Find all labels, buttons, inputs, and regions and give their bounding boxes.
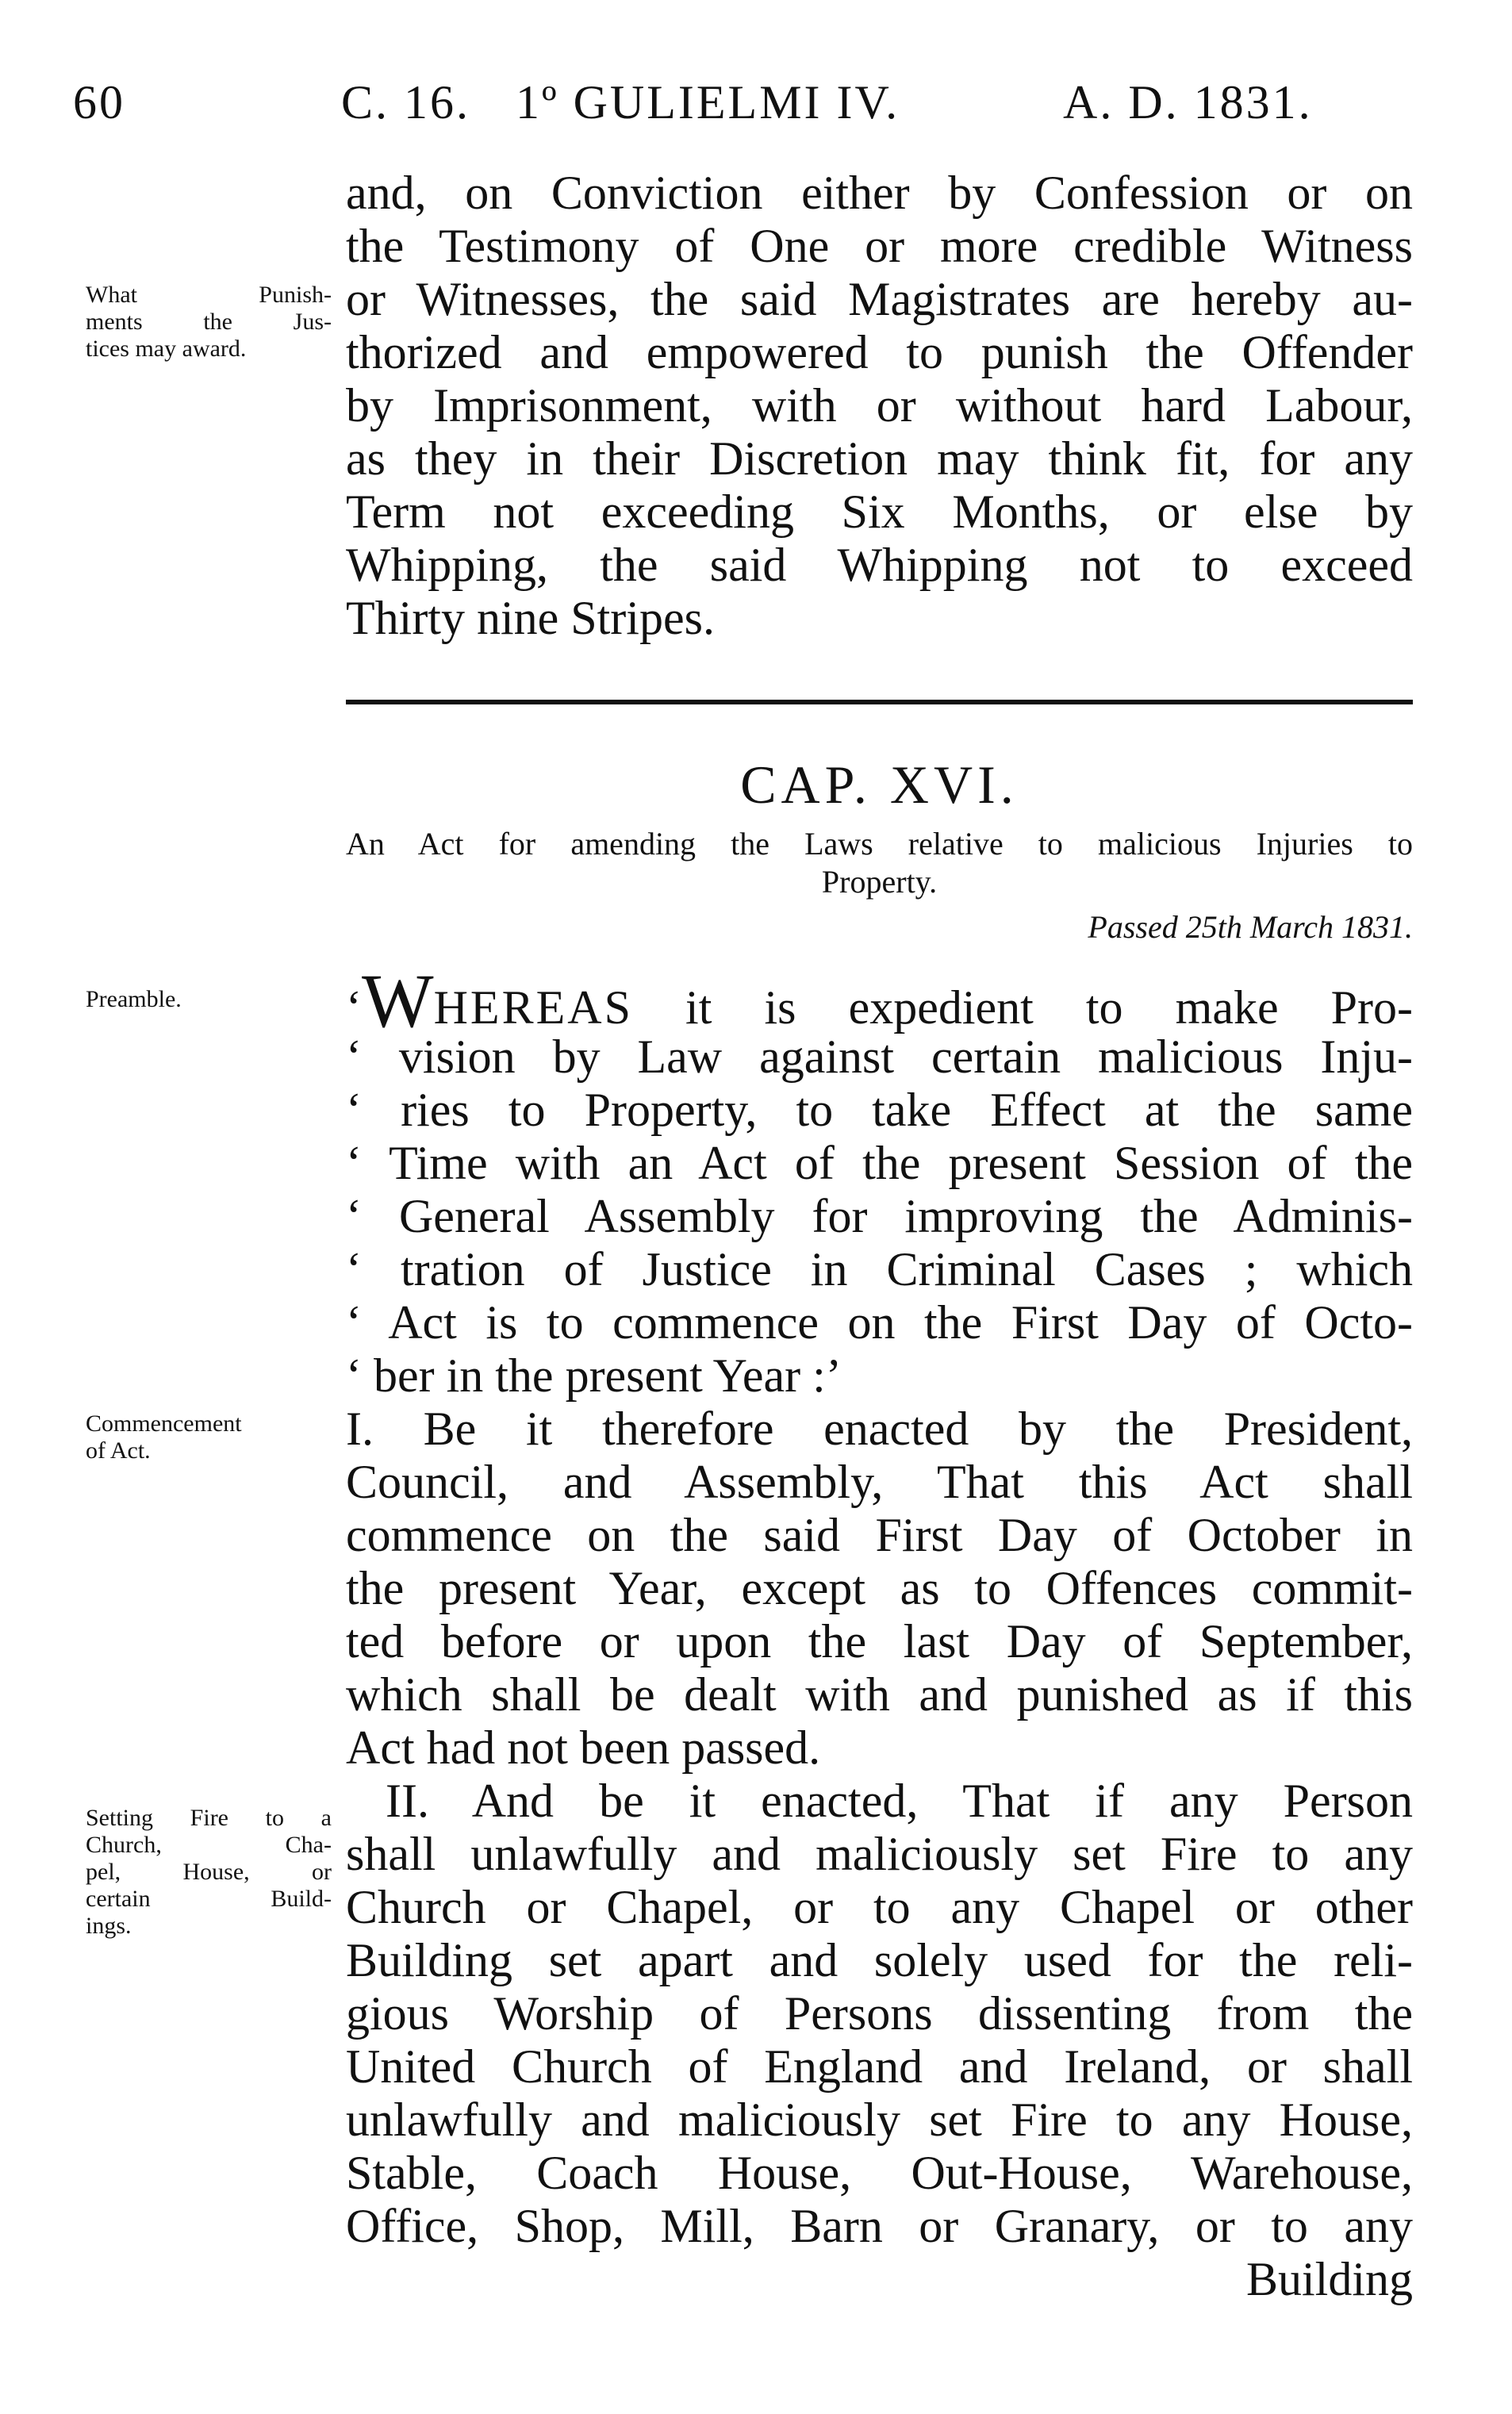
margin-note-line: ments the Jus-	[86, 309, 332, 335]
act-title-line: Property.	[821, 864, 938, 900]
text-line: ‘ General Assembly for improving the Adminis-	[346, 1190, 1413, 1242]
text-line: ted before or upon the last Day of September,	[346, 1615, 1413, 1668]
text-line: ‘ ber in the present Year :’	[346, 1349, 842, 1402]
text-line: II. And be it enacted, That if any Person	[386, 1775, 1413, 1827]
margin-note-commencement	[86, 1410, 332, 1464]
catchword: Building	[1245, 2253, 1413, 2305]
passed-date: Passed 25th March 1831.	[1088, 909, 1413, 945]
text-line: gious Worship of Persons dissenting from the	[346, 1987, 1413, 2040]
calendar-year: A. D. 1831.	[1063, 76, 1313, 129]
text-line: unlawfully and maliciously set Fire to any House,	[346, 2094, 1413, 2146]
text-line: ‘ vision by Law against certain malicious Inju-	[346, 1030, 1413, 1083]
chapter-reference: C. 16.	[341, 76, 471, 129]
text-line: Whipping, the said Whipping not to exceed	[346, 539, 1413, 591]
text-line: or Witnesses, the said Magistrates are hereby au-	[346, 273, 1413, 325]
text-line: ‘ tration of Justice in Criminal Cases ; which	[346, 1243, 1413, 1295]
margin-note-line: Church, Cha-	[86, 1832, 332, 1858]
text-line: I. Be it therefore enacted by the President,	[346, 1403, 1413, 1455]
act-title	[346, 825, 1413, 901]
text-line: and, on Conviction either by Confession or on	[346, 167, 1413, 219]
text-line: ‘ ries to Property, to take Effect at the same	[346, 1084, 1413, 1136]
margin-note-setting-fire	[86, 1805, 332, 1940]
text-line: Office, Shop, Mill, Barn or Granary, or to any	[346, 2200, 1413, 2252]
margin-note-line: ings.	[86, 1913, 132, 1939]
margin-note-line: of Act.	[86, 1437, 151, 1464]
text-line: commence on the said First Day of October in	[346, 1509, 1413, 1561]
text-line: Church or Chapel, or to any Chapel or other	[346, 1881, 1413, 1933]
text-line: which shall be dealt with and punished as if this	[346, 1668, 1413, 1721]
opening-quote: ‘	[346, 981, 362, 1034]
margin-note-line: What Punish-	[86, 282, 332, 308]
text-line: Stable, Coach House, Out-House, Warehouse,	[346, 2147, 1413, 2199]
running-head	[0, 75, 1512, 139]
text-line: ‘ Act is to commence on the First Day of Octo-	[346, 1296, 1413, 1349]
page-number: 60	[73, 76, 125, 129]
act-title-line: An Act for amending the Laws relative to malicious Injuries to	[346, 826, 1413, 862]
section-1-paragraph	[346, 1403, 1413, 1775]
whereas-word: HEREAS	[433, 981, 633, 1034]
margin-note-line: Preamble.	[86, 986, 182, 1012]
text-line: Act had not been passed.	[346, 1721, 821, 1774]
text-line: Building set apart and solely used for the reli-	[346, 1934, 1413, 1986]
margin-note-line: pel, House, or	[86, 1859, 332, 1885]
text-line: the Testimony of One or more credible Witness	[346, 220, 1413, 272]
text-line: as they in their Discretion may think fit, for any	[346, 432, 1413, 485]
section-2-paragraph	[346, 1775, 1413, 2306]
margin-note-preamble	[86, 986, 332, 1013]
preamble-first-line-rest: it is expedient to make Pro-	[632, 981, 1413, 1034]
regnal-year: 1º GULIELMI IV.	[516, 76, 900, 129]
text-line: shall unlawfully and maliciously set Fire to any	[346, 1828, 1413, 1880]
margin-note-line: Commencement	[86, 1410, 242, 1437]
preamble-paragraph	[346, 958, 1413, 1403]
text-line: United Church of England and Ireland, or shall	[346, 2040, 1413, 2093]
text-line: the present Year, except as to Offences commit-	[346, 1562, 1413, 1614]
margin-note-line: Setting Fire to a	[86, 1805, 332, 1831]
margin-note-line: certain Build-	[86, 1886, 332, 1912]
margin-note-line: tices may award.	[86, 336, 247, 362]
text-line: Council, and Assembly, That this Act shall	[346, 1456, 1413, 1508]
text-line: by Imprisonment, with or without hard Labour,	[346, 379, 1413, 432]
text-line: ‘ Time with an Act of the present Session of the	[346, 1137, 1413, 1189]
continuation-paragraph	[346, 167, 1413, 645]
text-line: Thirty nine Stripes.	[346, 592, 715, 644]
chapter-heading: CAP. XVI.	[740, 754, 1019, 815]
margin-note-punishments	[86, 282, 332, 363]
text-line: Term not exceeding Six Months, or else by	[346, 485, 1413, 538]
section-divider	[346, 700, 1413, 704]
drop-cap: W	[361, 958, 434, 1043]
text-line: thorized and empowered to punish the Offender	[346, 326, 1413, 378]
preamble-first-line	[346, 958, 1413, 1043]
